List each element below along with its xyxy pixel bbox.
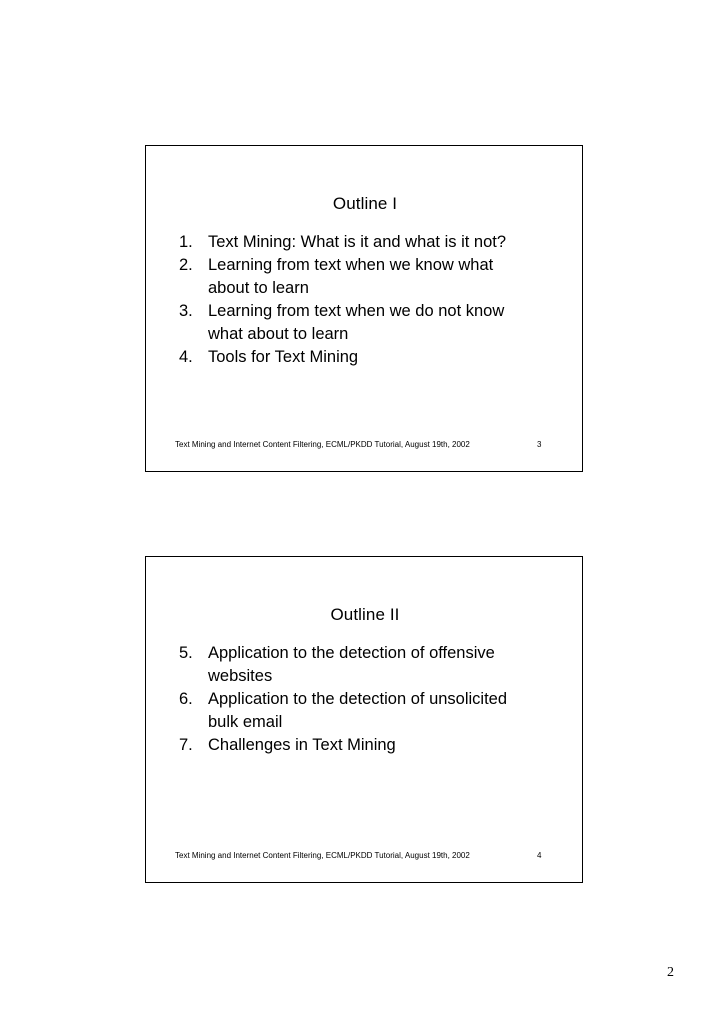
slide-number: 4 [537,851,542,860]
item-text: Learning from text when we know what about to learn [208,256,494,297]
slide-footer: Text Mining and Internet Content Filtering, ECML/PKDD Tutorial, August 19th, 2002 [175,851,470,860]
slide-footer: Text Mining and Internet Content Filtering, ECML/PKDD Tutorial, August 19th, 2002 [175,440,470,449]
item-text: Application to the detection of unsolicited bulk email [208,690,508,731]
list-item [179,300,518,346]
slide-title: Outline II [330,605,400,624]
slide-title: Outline I [332,194,398,213]
list-item [179,688,528,734]
item-text: Application to the detection of offensive websites [208,644,495,685]
item-text: Learning from text when we do not know what about to learn [208,302,505,343]
item-text: Challenges in Text Mining [208,736,396,754]
list-item [179,734,538,757]
slide-number: 3 [537,440,542,449]
list-item [179,254,513,300]
item-number: 2. [179,256,193,274]
item-text: Tools for Text Mining [208,348,359,366]
slide-outline-1 [145,145,583,472]
outline-list [179,231,538,369]
item-text: Text Mining: What is it and what is it not? [208,233,507,251]
item-number: 6. [179,690,193,708]
item-number: 3. [179,302,193,320]
list-item [179,346,538,369]
list-item [179,231,538,254]
item-number: 4. [179,348,193,366]
slide-outline-2 [145,556,583,883]
list-item [179,642,523,688]
page-number: 2 [667,965,674,980]
outline-list [179,642,538,757]
item-number: 1. [179,233,193,251]
item-number: 5. [179,644,193,662]
item-number: 7. [179,736,193,754]
